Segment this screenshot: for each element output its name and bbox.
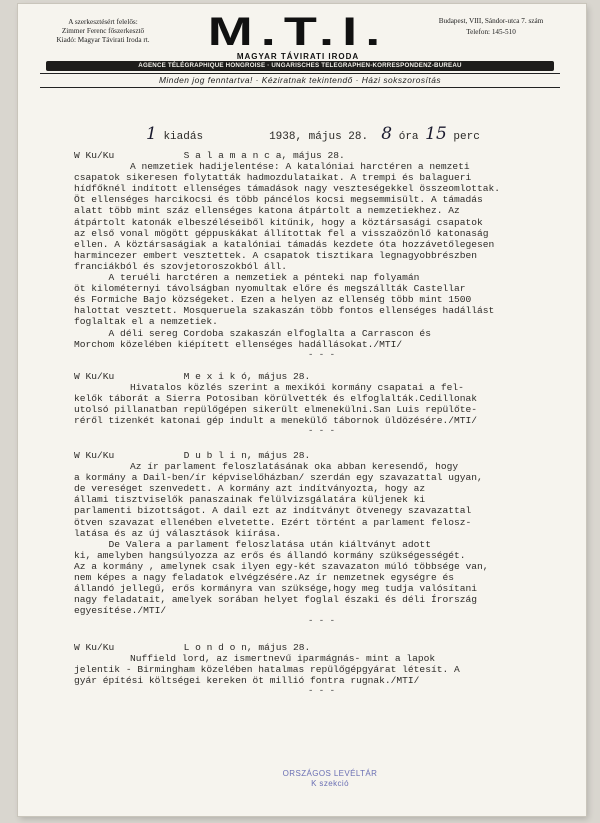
article-line: halottat vesztett. Mosqueruela szakaszán több fontos ellenséges hadállást bbox=[74, 305, 495, 317]
article-tag: W Ku/Ku bbox=[74, 450, 115, 461]
article-tag: W Ku/Ku bbox=[74, 642, 115, 653]
publisher-info bbox=[28, 18, 178, 46]
article-line: A déli sereg Cordoba szakaszán elfoglalta a Carrascon és bbox=[74, 327, 431, 339]
article-line: Az ír parlament feloszlatásának oka abban keresendő, hogy bbox=[130, 461, 459, 473]
article-line: parlamenti bizottságot. A dail ezt az indítványt ötvenegy szavazattal bbox=[74, 505, 472, 517]
article-line: kelők táborát a Sierra Potosiban körülvették és elfoglalták.Cedillonak bbox=[74, 393, 478, 405]
edition-hour: 8 bbox=[381, 124, 393, 144]
article-line: latása és az új választások kiírása. bbox=[74, 527, 282, 539]
article-line: öt kilométernyi távolságban nyomultak előre és megszállták Castellar bbox=[74, 283, 466, 295]
agency-band: AGENCE TÉLÉGRAPHIQUE HONGROISE · UNGARISCHES TELEGRAPHEN-KORRESPONDENZ-BUREAU bbox=[46, 61, 554, 71]
article-line: A teruéli harctéren a nemzetiek a pénteki nap folyamán bbox=[74, 272, 420, 284]
article-line: De Valera a parlament feloszlatása után kiáltványt adott bbox=[74, 538, 431, 550]
stamp-line: ORSZÁGOS LEVÉLTÁR bbox=[282, 769, 378, 778]
article-line: ki, amelyben hangsúlyozza az erős és állandó kormány szükségességét. bbox=[74, 549, 466, 561]
article-line: a kormány a Dail-ben/ír képviselőházban/ szerdán egy szavazattal ugyan, bbox=[74, 472, 483, 484]
publisher-line: A szerkesztésért felelős: bbox=[68, 18, 138, 26]
article-line: hídfőknél indított ellenséges támadások nagy veszteségekkel összeomlottak. bbox=[74, 183, 501, 195]
article-line: nem képes a nagy feladatok elvégzésére.Az ír nemzetnek egységre és bbox=[74, 572, 454, 584]
article-line: ellen. A köztársaságiak a katalóniai támadás kezdete óta hozzávetőlegesen bbox=[74, 238, 495, 250]
article-dateline: L o n d o n, május 28. bbox=[183, 642, 311, 653]
article-line: egyesítése./MTI/ bbox=[74, 605, 167, 617]
article-separator: - - - bbox=[307, 349, 335, 360]
article-tag: W Ku/Ku bbox=[74, 150, 115, 161]
logo-subtitle: MAGYAR TÁVIRATI IRODA bbox=[236, 52, 360, 61]
article-line: réről tizenkét katonai gép indult a menekülő tábornok üldözésére./MTI/ bbox=[74, 415, 478, 427]
publisher-line: Zimmer Ferenc főszerkesztő bbox=[61, 27, 145, 36]
article-line: de vereséget szenvedett. A kormány azt indítványozta, hogy az bbox=[74, 483, 426, 495]
article-dateline: S a l a m a n c a, május 28. bbox=[183, 150, 345, 161]
edition-date: 1938, május 28. bbox=[269, 131, 369, 143]
edition-number: 1 bbox=[146, 124, 157, 144]
article-line: alatt több mint száz ellenséges katona átpártolt a nemzetiekhez. Az bbox=[74, 205, 460, 217]
article-line: állami tisztviselők panaszainak felülvizsgálatára küljenek ki bbox=[74, 494, 426, 506]
article-separator: - - - bbox=[307, 426, 335, 437]
edition-minute: 15 bbox=[425, 124, 447, 144]
article-line: Nuffield lord, az ismertnevű iparmágnás- mint a lapok bbox=[130, 653, 436, 665]
minute-label: perc bbox=[453, 131, 480, 143]
article-line: átpártolt katonák elbeszéléseiből kitűnik, hogy a köztársasági csapatok bbox=[74, 216, 483, 228]
article-london bbox=[74, 642, 569, 696]
article-line: csapatok sikeresen folytatták hadmozdulataikat. A trempi és balagueri bbox=[74, 172, 472, 184]
archive-stamp bbox=[270, 769, 390, 789]
article-dateline: M e x i k ó, május 28. bbox=[183, 371, 311, 382]
article-line: Morchom közelében kiépített ellenséges hadállásokat./MTI/ bbox=[74, 338, 403, 350]
article-dateline: D u b l i n, május 28. bbox=[183, 450, 311, 461]
edition-line bbox=[146, 124, 566, 144]
article-line: és Formiche Bajo községeket. Ezen a helyen az ellenség több mint 1500 bbox=[74, 294, 472, 306]
article-separator: - - - bbox=[307, 686, 335, 697]
article-line: gyár építési költségei kereken öt millió fontra rugnak./MTI/ bbox=[74, 675, 420, 687]
header-rule bbox=[40, 73, 560, 74]
address-info bbox=[416, 16, 566, 38]
article-line: utolsó pillanatban repülőgépen sikerült elmenekülni.San Luis repülőte- bbox=[74, 404, 478, 416]
article-line: állandó jellegű, erős kormányra van szüksége,hogy meg tudja valósítani bbox=[74, 583, 478, 595]
article-line: ötven szavazat ellenében elvetette. Ezért történt a parlament felosz- bbox=[74, 516, 472, 528]
rights-notice: Minden jog fenntartva! · Kéziratnak tekintendő · Házi sokszorosítás bbox=[158, 75, 442, 85]
article-mexiko bbox=[74, 371, 569, 436]
article-tag: W Ku/Ku bbox=[74, 371, 115, 382]
publisher-line: Kiadó: Magyar Távirati Iroda rt. bbox=[56, 36, 150, 45]
article-line: az első vonal mögött géppuskákat állítottak fel a visszaözönlő katonaság bbox=[74, 227, 489, 239]
article-line: A nemzetiek hadijelentése: A katalóniai harctéren a nemzeti bbox=[130, 161, 470, 173]
article-line: Hivatalos közlés szerint a mexikói kormány csapatai a fel- bbox=[130, 382, 464, 394]
hour-label: óra bbox=[398, 131, 419, 143]
article-line: harmincezer embert vesztettek. A csapatok tisztikara legnagyobbrészben bbox=[74, 249, 478, 261]
article-salamanca bbox=[74, 150, 569, 360]
stamp-line: K szekció bbox=[311, 779, 349, 788]
article-line: nagy feladatait, amelyek sorában helyet foglal északi és déli Írország bbox=[74, 594, 478, 606]
document-page bbox=[18, 4, 586, 816]
article-line: foglaltak el a nemzetiek. bbox=[74, 316, 218, 328]
article-line: Az a kormány , amelynek csak ilyen egy-két szavazaton múló többsége van, bbox=[74, 560, 489, 572]
header-rule-bottom bbox=[40, 87, 560, 88]
article-line: jelentik - Birmingham közelében hatalmas repülőgépgyárat létesít. A bbox=[74, 664, 460, 676]
phone-line: Telefon: 145-510 bbox=[466, 28, 516, 36]
article-line: franciákból és szovjetoroszokból áll. bbox=[74, 260, 288, 272]
article-line: Öt ellenséges harcikocsi és több páncélos kocsi megsemmisült. A támadás bbox=[74, 194, 483, 206]
edition-label: kiadás bbox=[163, 131, 204, 143]
address-line: Budapest, VIII, Sándor-utca 7. szám bbox=[438, 17, 544, 25]
article-dublin bbox=[74, 450, 569, 626]
mti-logo: M.T.I. bbox=[207, 10, 389, 54]
article-separator: - - - bbox=[307, 616, 335, 627]
